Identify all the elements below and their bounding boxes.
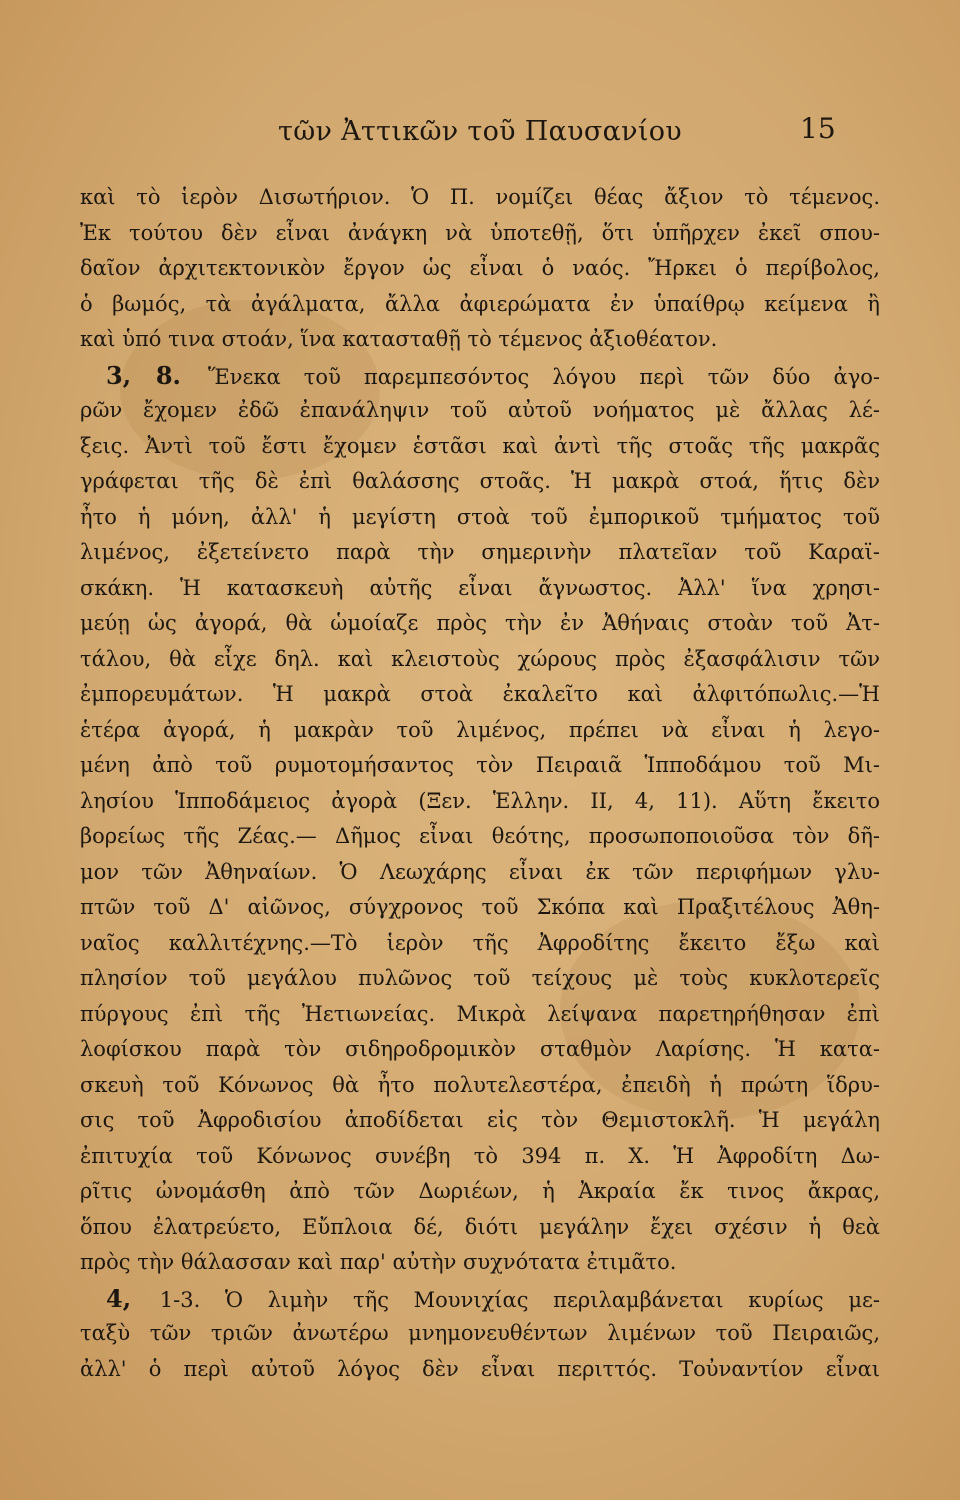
text-line-content: 1-3. Ὁ λιμὴν τῆς Μουνιχίας περιλαμβάνεται κυρίως με- [159, 1287, 880, 1312]
text-line: ταξὺ τῶν τριῶν ἀνωτέρω μνημονευθέντων λιμένων τοῦ Πειραιῶς, [80, 1321, 880, 1345]
text-line: λησίου Ἱπποδάμειος ἀγορὰ (Ξεν. Ἑλλην. II, 4, 11). Αὕτη ἔκειτο [80, 788, 880, 813]
text-line: ρῶν ἔχομεν ἐδῶ ἐπανάληψιν τοῦ αὐτοῦ νοήματος μὲ ἄλλας λέ- [80, 398, 880, 422]
text-line: πύργους ἐπὶ τῆς Ἠετιωνείας. Μικρὰ λείψανα παρετηρήθησαν ἐπὶ [80, 1001, 880, 1026]
text-line: λιμένος, ἐξετείνετο παρὰ τὴν σημερινὴν πλατεῖαν τοῦ Καραϊ- [80, 540, 880, 564]
text-line: σις τοῦ Ἀφροδισίου ἀποδίδεται εἰς τὸν Θεμιστοκλῆ. Ἡ μεγάλη [80, 1108, 880, 1132]
text-line: ρῖτις ὠνομάσθη ἀπὸ τῶν Δωριέων, ἡ Ἀκραία ἔκ τινος ἄκρας, [80, 1179, 880, 1203]
text-line: ὁ βωμός, τὰ ἀγάλματα, ἄλλα ἀφιερώματα ἐν ὑπαίθρῳ κείμενα ἢ [80, 291, 880, 316]
text-line: Ἐκ τούτου δὲν εἶναι ἀνάγκη νὰ ὑποτεθῇ, ὅτι ὑπῆρχεν ἐκεῖ σπου- [80, 220, 880, 245]
text-line: μένη ἀπὸ τοῦ ρυμοτομήσαντος τὸν Πειραιᾶ Ἱπποδάμου τοῦ Μι- [80, 753, 880, 777]
text-line: πτῶν τοῦ Δ' αἰῶνος, σύγχρονος τοῦ Σκόπα καὶ Πραξιτέλους Ἀθη- [80, 895, 880, 919]
text-line: γράφεται τῆς δὲ ἐπὶ θαλάσσης στοᾶς. Ἡ μακρὰ στοά, ἥτις δὲν [80, 469, 880, 493]
section-marker: 3, 8. [106, 360, 181, 390]
text-line: μεύῃ ὡς ἀγορά, θὰ ὡμοίαζε πρὸς τὴν ἐν Ἀθήναις στοὰν τοῦ Ἀτ- [80, 611, 880, 635]
page-header [0, 112, 960, 152]
text-line: δαῖον ἀρχιτεκτονικὸν ἔργον ὡς εἶναι ὁ ναός. Ἤρκει ὁ περίβολος, [80, 256, 880, 280]
section-marker: 4, [106, 1283, 132, 1313]
text-line: καὶ ὑπό τινα στοάν, ἵνα κατασταθῇ τὸ τέμενος ἀξιοθέατον. [80, 327, 718, 351]
text-line-content: Ἕνεκα τοῦ παρεμπεσόντος λόγου περὶ τῶν δύο ἀγο- [208, 364, 880, 389]
text-line: ἦτο ἡ μόνη, ἀλλ' ἡ μεγίστη στοὰ τοῦ ἐμπορικοῦ τμήματος τοῦ [80, 504, 880, 529]
text-line: ξεις. Ἀντὶ τοῦ ἔστι ἔχομεν ἑστᾶσι καὶ ἀντὶ τῆς στοᾶς τῆς μακρᾶς [80, 433, 880, 458]
text-line: μον τῶν Ἀθηναίων. Ὁ Λεωχάρης εἶναι ἐκ τῶν περιφήμων γλυ- [80, 859, 880, 884]
text-line: βορείως τῆς Ζέας.— Δῆμος εἶναι θεότης, προσωποποιοῦσα τὸν δῆ- [80, 824, 880, 848]
text-line: καὶ τὸ ἱερὸν Δισωτήριον. Ὁ Π. νομίζει θέας ἄξιον τὸ τέμενος. [80, 185, 880, 209]
text-line: ὅπου ἐλατρεύετο, Εὔπλοια δέ, διότι μεγάλην ἔχει σχέσιν ἡ θεὰ [80, 1214, 880, 1239]
text-line: σκευὴ τοῦ Κόνωνος θὰ ἦτο πολυτελεστέρα, ἐπειδὴ ἡ πρώτη ἵδρυ- [80, 1072, 880, 1097]
text-line: ἀλλ' ὁ περὶ αὐτοῦ λόγος δὲν εἶναι περιττός. Τοὐναντίον εἶναι [80, 1356, 880, 1381]
page-number: 15 [800, 112, 836, 145]
text-line [80, 1281, 880, 1317]
text-line: πλησίον τοῦ μεγάλου πυλῶνος τοῦ τείχους μὲ τοὺς κυκλοτερεῖς [80, 966, 880, 990]
text-line [80, 358, 880, 394]
text-line: λοφίσκου παρὰ τὸν σιδηροδρομικὸν σταθμὸν Λαρίσης. Ἡ κατα- [80, 1037, 880, 1061]
text-line: ναῖος καλλιτέχνης.—Τὸ ἱερὸν τῆς Ἀφροδίτης ἔκειτο ἔξω καὶ [80, 930, 880, 955]
text-line: τάλου, θὰ εἶχε δηλ. καὶ κλειστοὺς χώρους πρὸς ἐξασφάλισιν τῶν [80, 646, 880, 671]
text-line: ἑτέρα ἀγορά, ἡ μακρὰν τοῦ λιμένος, πρέπει νὰ εἶναι ἡ λεγο- [80, 717, 880, 742]
text-line: σκάκη. Ἡ κατασκευὴ αὐτῆς εἶναι ἄγνωστος. Ἀλλ' ἵνα χρησι- [80, 575, 880, 600]
text-body [80, 180, 880, 1387]
text-line: ἐμπορευμάτων. Ἡ μακρὰ στοὰ ἐκαλεῖτο καὶ ἀλφιτόπωλις.—Ἡ [80, 682, 880, 706]
text-line: ἐπιτυχία τοῦ Κόνωνος συνέβη τὸ 394 π. Χ. Ἡ Ἀφροδίτη Δω- [80, 1143, 880, 1168]
running-title: τῶν Ἀττικῶν τοῦ Παυσανίου [277, 116, 682, 147]
text-line: πρὸς τὴν θάλασσαν καὶ παρ' αὐτὴν συχνότατα ἐτιμᾶτο. [80, 1250, 677, 1274]
